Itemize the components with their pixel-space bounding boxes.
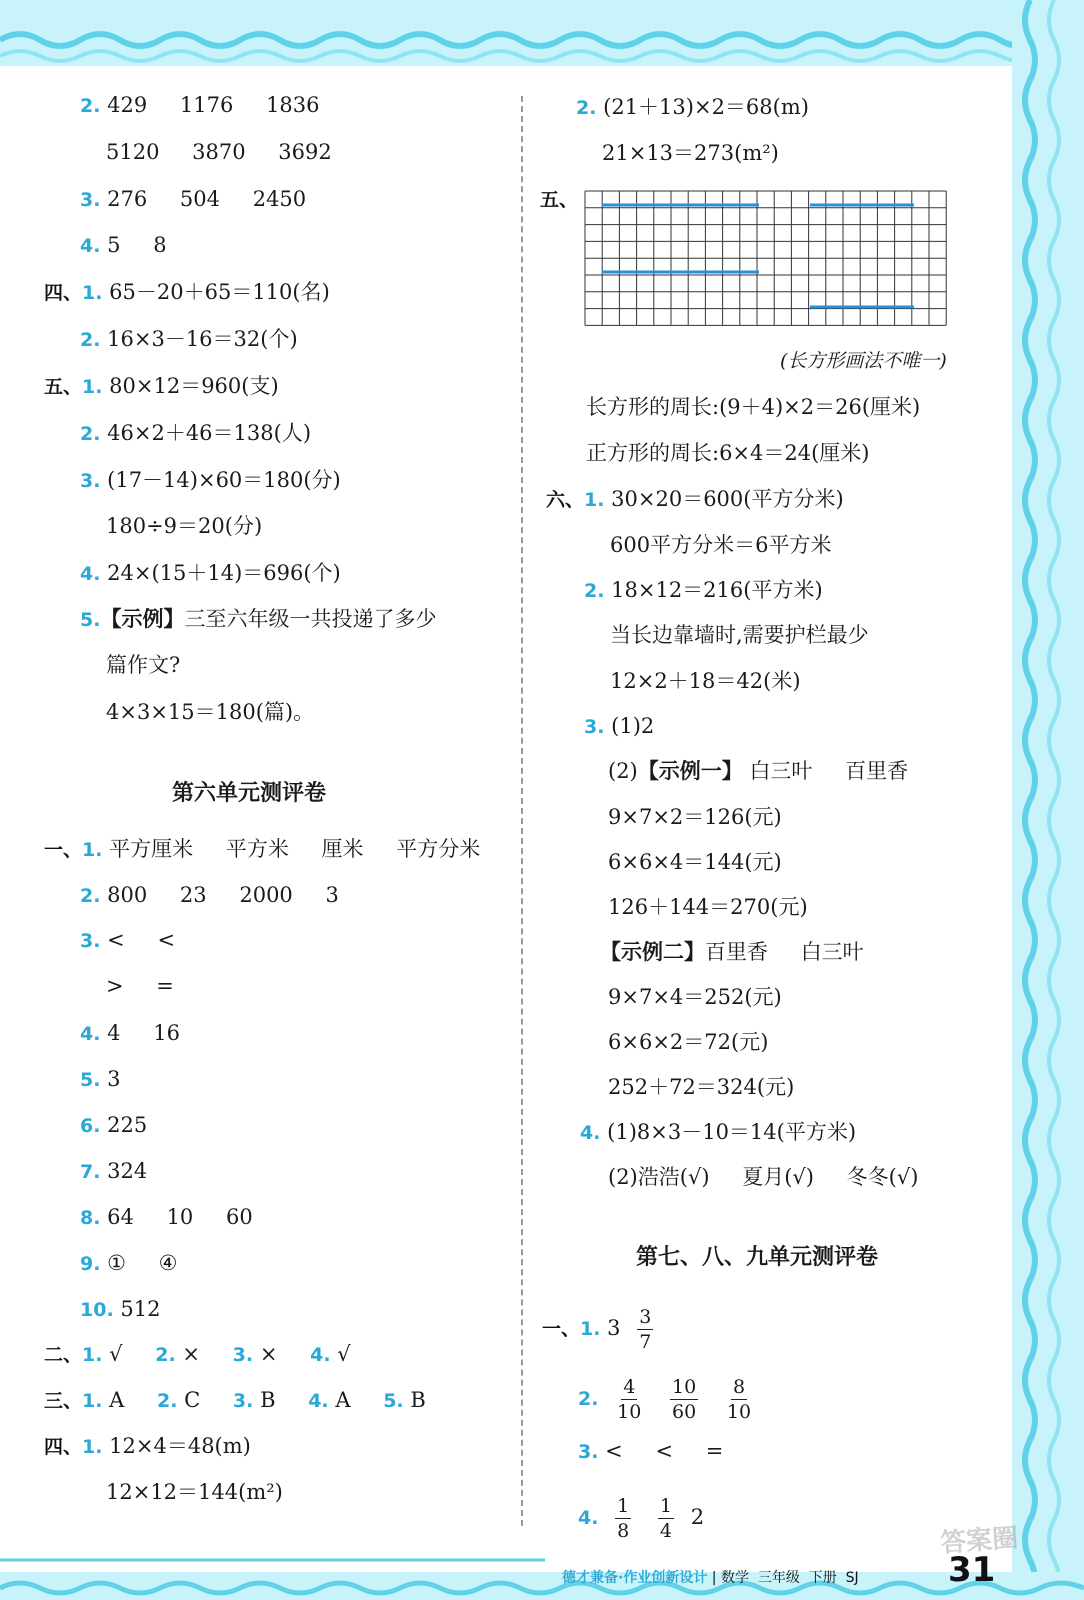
section-number: 六、 (546, 489, 585, 511)
denominator: 7 (639, 1331, 652, 1353)
column-divider (521, 96, 523, 1526)
fraction (615, 1494, 631, 1543)
answer-value: < (157, 928, 176, 952)
answer-text: 24×(15＋14)＝696(个) (107, 561, 341, 585)
item-number: 1. (82, 839, 103, 861)
answer-value: × (182, 1342, 200, 1366)
item-number: 2. (80, 885, 101, 907)
answer-value: (2)浩浩(√) (608, 1165, 710, 1189)
grid-note: (长方形画法不唯一) (780, 350, 947, 372)
answer-value: > (106, 974, 124, 998)
answer-line (106, 511, 262, 541)
answer-text: 6×6×4＝144(元) (608, 850, 782, 874)
answer-text: 篇作文? (106, 653, 181, 677)
answer-value: 冬冬(√) (846, 1165, 919, 1189)
answer-value: 429 (107, 93, 148, 117)
item-number: 2. (155, 1344, 176, 1366)
answer-value: 厘米 (321, 837, 364, 861)
section-number: 五、 (540, 189, 579, 211)
item-number: 2. (80, 95, 101, 117)
footer-subject: 数学 (720, 1570, 749, 1586)
fraction (615, 1375, 643, 1424)
answer-line (610, 530, 831, 560)
answer-value: × (259, 1342, 278, 1366)
answer-line (610, 666, 801, 696)
item-number: 1. (580, 1318, 601, 1340)
page-number: 31 (948, 1550, 996, 1590)
answer-line (546, 484, 844, 515)
answer-value: 2000 (239, 883, 293, 907)
answer-line (576, 92, 809, 123)
item-number: 2. (157, 1390, 178, 1412)
item-number: 1. (584, 489, 605, 511)
item-number: 2. (80, 329, 101, 351)
answer-line (44, 1339, 351, 1370)
answer-line (106, 137, 332, 167)
answer-text: 46×2＋46＝138(人) (107, 421, 312, 445)
answer-value: 5120 (106, 140, 160, 164)
item-number: 3. (232, 1344, 254, 1366)
item-number: 3. (232, 1390, 254, 1412)
answer-value: = (705, 1439, 724, 1463)
answer-line (584, 711, 654, 742)
answer-line (608, 847, 782, 877)
example-tag: 【示例二】 (600, 940, 705, 964)
answer-value: 3 (325, 883, 339, 907)
answer-line (80, 324, 298, 355)
answer-text: 21×13＝273(m²) (602, 141, 779, 165)
answer-text: 80×12＝960(支) (109, 374, 279, 398)
answer-text: 180÷9＝20(分) (106, 514, 263, 538)
item-number: 1. (82, 376, 103, 398)
answer-line (608, 1162, 918, 1192)
answer-value: 2450 (252, 187, 307, 211)
answer-line (608, 892, 808, 922)
answer-line (80, 880, 339, 911)
answer-text: (21＋13)×2＝68(m) (603, 95, 809, 119)
answer-line (44, 1385, 426, 1416)
answer-line (586, 392, 920, 422)
answer-value: 64 (107, 1205, 134, 1229)
denominator: 10 (726, 1401, 752, 1423)
item-number: 4. (308, 1390, 329, 1412)
answer-line (578, 1436, 723, 1467)
answer-line (80, 1018, 180, 1049)
answer-line (540, 184, 578, 215)
answer-value: 16 (153, 1021, 180, 1045)
answer-text: 252＋72＝324(元) (608, 1075, 795, 1099)
denominator: 4 (659, 1520, 673, 1542)
example-tag: 【示例一】 (637, 759, 743, 783)
answer-line (586, 438, 870, 468)
item-number: 7. (80, 1161, 101, 1183)
answer-line (610, 620, 869, 650)
answer-text: 16×3－16＝32(个) (107, 327, 298, 351)
answer-line (584, 575, 823, 606)
answer-line (80, 418, 311, 449)
answer-line (106, 650, 180, 680)
footer-grade: 三年级 (757, 1570, 800, 1586)
answer-line (80, 465, 341, 496)
answer-value: 60 (225, 1205, 253, 1229)
answer-value: 5 (107, 233, 121, 257)
item-number: 5. (80, 1069, 101, 1091)
answer-text: (1)2 (611, 714, 655, 738)
item-number: 8. (80, 1207, 101, 1229)
answer-line (80, 1110, 147, 1141)
section-number: 四、 (44, 1436, 83, 1458)
item-number: 3. (584, 716, 605, 738)
answer-line (80, 90, 320, 121)
answer-text: 当长边靠墙时,需要护栏最少 (610, 623, 869, 647)
answer-value: 夏月(√) (742, 1165, 814, 1189)
answer-line (80, 1202, 253, 1233)
answer-text: 126＋144＝270(元) (608, 895, 808, 919)
answer-line (44, 834, 480, 865)
denominator: 60 (672, 1401, 697, 1423)
answer-text: 9×7×4＝252(元) (608, 985, 782, 1009)
answer-text: 12×12＝144(m²) (106, 1480, 283, 1504)
fraction (670, 1375, 698, 1424)
answer-value: = (156, 974, 174, 998)
numerator: 10 (672, 1376, 697, 1398)
answer-line (80, 1248, 177, 1279)
item-number: 4. (80, 563, 101, 585)
answer-value: 3 (607, 1316, 621, 1340)
answer-line (106, 971, 174, 1001)
numerator: 1 (659, 1495, 673, 1517)
item-number: 1. (82, 1390, 103, 1412)
answer-value: 3692 (278, 140, 332, 164)
answer-value: 百里香 (705, 940, 768, 964)
item-number: 5. (80, 609, 101, 631)
footer-brand: 德才兼备·作业创新设计 (562, 1570, 708, 1586)
answer-line (542, 1305, 663, 1354)
item-number: 9. (80, 1253, 101, 1275)
item-number: 1. (82, 1344, 103, 1366)
answer-text: 6×6×2＝72(元) (608, 1030, 769, 1054)
answer-value: 225 (107, 1113, 148, 1137)
item-number: 3. (80, 470, 101, 492)
section-number: 三、 (44, 1390, 83, 1412)
answer-line (44, 371, 279, 402)
footer: 德才兼备·作业创新设计 | 数学 三年级 下册 SJ (562, 1570, 859, 1586)
item-number: 10. (80, 1299, 114, 1321)
answer-value: < (655, 1439, 674, 1463)
answer-value: 4 (107, 1021, 121, 1045)
section-heading: 第六单元测评卷 (172, 781, 327, 806)
answer-text: 600平方分米＝6平方米 (610, 533, 832, 557)
answer-value: 512 (120, 1297, 161, 1321)
answer-text: 三至六年级一共投递了多少 (184, 607, 437, 631)
answer-value: 平方厘米 (109, 837, 194, 861)
answer-line (80, 1294, 160, 1325)
answer-line (44, 277, 330, 308)
answer-line (608, 802, 782, 832)
item-number: 4. (310, 1344, 331, 1366)
section-heading: 第七、八、九单元测评卷 (636, 1245, 879, 1270)
answer-value: B (260, 1388, 276, 1412)
answer-value: ① (107, 1251, 126, 1275)
answer-value: 10 (166, 1205, 194, 1229)
answer-value: 800 (107, 883, 148, 907)
answer-value: 324 (107, 1159, 148, 1183)
answer-value: 白三叶 (749, 759, 813, 783)
answer-line (608, 1027, 768, 1057)
numerator: 3 (639, 1306, 652, 1328)
answer-value: √ (337, 1342, 351, 1366)
answer-line (80, 558, 341, 589)
answer-line (80, 1156, 147, 1187)
item-number: 2. (576, 97, 597, 119)
answer-text: 正方形的周长:6×4＝24(厘米) (586, 441, 870, 465)
answer-text: 18×12＝216(平方米) (611, 578, 823, 602)
answer-value: < (107, 928, 125, 952)
answer-line (600, 937, 864, 967)
item-number: 4. (80, 235, 101, 257)
answer-value: 百里香 (845, 759, 909, 783)
numerator: 1 (617, 1495, 630, 1517)
answer-text: 12×4＝48(m) (109, 1434, 251, 1458)
answer-value: ④ (158, 1251, 178, 1275)
item-number: 4. (580, 1122, 601, 1144)
answer-line (80, 604, 436, 635)
answer-line (80, 925, 175, 956)
footer-edition: SJ (845, 1570, 859, 1586)
answer-value: < (605, 1439, 623, 1463)
answer-text: 9×7×2＝126(元) (608, 805, 782, 829)
section-number: 一、 (542, 1318, 581, 1340)
item-number: 2. (80, 423, 101, 445)
answer-line (602, 138, 779, 168)
answer-line (80, 230, 167, 261)
item-number: 3. (80, 930, 101, 952)
answer-line (608, 982, 782, 1012)
answer-text: (1)8×3－10＝14(平方米) (607, 1120, 857, 1144)
fraction (725, 1375, 753, 1424)
watermark-logo: 答案圈 (939, 1523, 1020, 1559)
item-number: 2. (584, 580, 605, 602)
section-number: 四、 (44, 282, 83, 304)
answer-value: 平方米 (225, 837, 289, 861)
answer-value: 504 (179, 187, 221, 211)
answer-text: 30×20＝600(平方分米) (611, 487, 844, 511)
answer-value: 1836 (266, 93, 320, 117)
numerator: 8 (732, 1376, 746, 1398)
denominator: 8 (617, 1520, 630, 1542)
answer-line (106, 697, 314, 727)
answer-value: 23 (179, 883, 207, 907)
answer-line (578, 1375, 763, 1424)
answer-value: 2 (690, 1505, 705, 1529)
section-number: 一、 (44, 839, 83, 861)
answer-text: 长方形的周长:(9＋4)×2＝26(厘米) (586, 395, 921, 419)
answer-text: (17－14)×60＝180(分) (107, 468, 341, 492)
answer-line (608, 756, 908, 786)
answer-value: A (335, 1388, 351, 1412)
item-number: 3. (578, 1441, 599, 1463)
answer-value: 平方分米 (396, 837, 481, 861)
answer-value: √ (109, 1342, 123, 1366)
answer-line (580, 1117, 856, 1148)
section-number: 二、 (44, 1344, 83, 1366)
item-number: 4. (578, 1507, 599, 1529)
section-number: 五、 (44, 376, 83, 398)
item-number: 5. (383, 1390, 404, 1412)
fraction (637, 1305, 653, 1354)
answer-value: 白三叶 (800, 940, 864, 964)
denominator: 10 (617, 1401, 642, 1423)
item-number: 1. (82, 282, 103, 304)
answer-text: 4×3×15＝180(篇)。 (106, 700, 315, 724)
answer-text: (2) (608, 759, 638, 783)
item-number: 3. (80, 189, 101, 211)
item-number: 1. (82, 1436, 103, 1458)
answer-line (106, 1477, 283, 1507)
item-number: 6. (80, 1115, 101, 1137)
answer-value: 8 (153, 233, 167, 257)
footer-volume: 下册 (808, 1570, 837, 1586)
grid-lines (585, 191, 946, 325)
numerator: 4 (623, 1376, 636, 1398)
answer-value: 1176 (179, 93, 234, 117)
answer-value: 3 (107, 1067, 121, 1091)
answer-text: 12×2＋18＝42(米) (610, 669, 801, 693)
item-number: 2. (578, 1388, 599, 1410)
answer-line (80, 1064, 121, 1095)
answer-line (578, 1494, 704, 1543)
grid-drawing (584, 190, 964, 330)
answer-value: C (184, 1388, 201, 1412)
item-number: 4. (80, 1023, 101, 1045)
answer-text: 65－20＋65＝110(名) (109, 280, 330, 304)
fraction (658, 1494, 674, 1543)
answer-value: 3870 (192, 140, 246, 164)
answer-line (44, 1431, 251, 1462)
example-tag: 【示例】 (100, 607, 185, 631)
answer-value: B (410, 1388, 426, 1412)
answer-line (608, 1072, 794, 1102)
answer-value: 276 (107, 187, 148, 211)
answer-value: A (109, 1388, 125, 1412)
answer-line (80, 184, 306, 215)
